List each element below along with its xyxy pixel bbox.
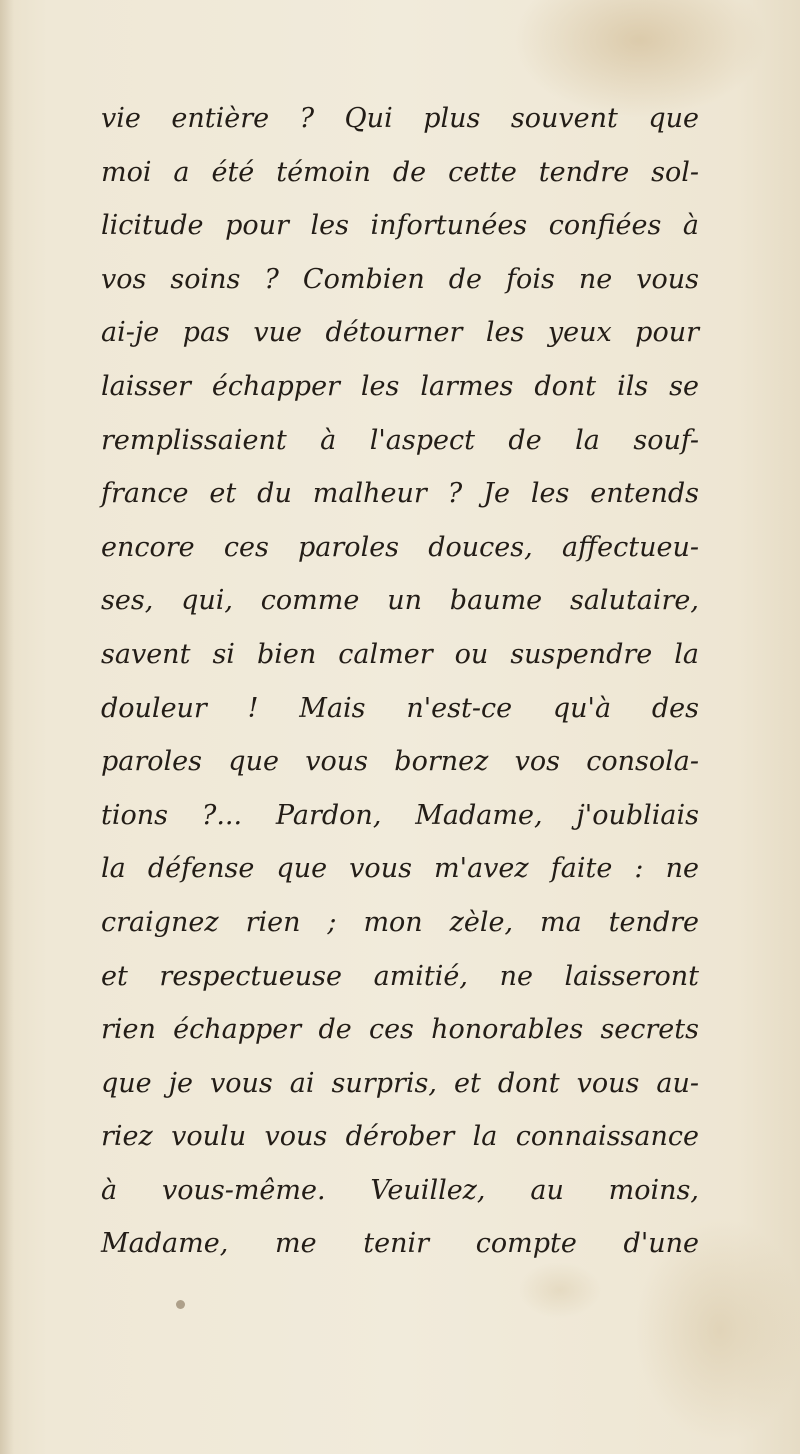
text-line-10: ses, qui, comme un baume salutaire, — [101, 585, 699, 617]
text-line-11: savent si bien calmer ou suspendre la — [101, 638, 699, 670]
text-line-14: tions ?... Pardon, Madame, j'oubliais — [101, 799, 699, 831]
ink-speck — [176, 1300, 185, 1309]
text-line-16: craignez rien ; mon zèle, ma tendre — [101, 906, 699, 938]
text-line-22: Madame, me tenir compte d'une — [101, 1228, 699, 1260]
text-line-20: riez voulu vous dérober la connaissance — [101, 1121, 699, 1153]
text-line-17: et respectueuse amitié, ne laisseront — [101, 960, 699, 992]
text-line-9: encore ces paroles douces, affectueu- — [101, 531, 699, 563]
text-line-13: paroles que vous bornez vos consola- — [101, 746, 699, 778]
text-line-21: à vous-même. Veuillez, au moins, — [101, 1174, 699, 1206]
page-text — [101, 92, 699, 1271]
text-line-8: france et du malheur ? Je les entends — [101, 478, 699, 510]
text-line-6: laisser échapper les larmes dont ils se — [101, 370, 699, 402]
text-line-7: remplissaient à l'aspect de la souf- — [101, 424, 699, 456]
text-line-1: vie entière ? Qui plus souvent que — [101, 103, 699, 134]
text-line-19: que je vous ai surpris, et dont vous au- — [101, 1067, 699, 1099]
text-line-12: douleur ! Mais n'est-ce qu'à des — [101, 692, 699, 724]
text-line-15: la défense que vous m'avez faite : ne — [101, 853, 699, 885]
text-line-4: vos soins ? Combien de fois ne vous — [101, 263, 699, 295]
text-line-5: ai-je pas vue détourner les yeux pour — [101, 317, 699, 349]
text-line-18: rien échapper de ces honorables secrets — [101, 1014, 699, 1046]
text-line-2: moi a été témoin de cette tendre sol- — [101, 156, 699, 188]
text-line-3: licitude pour les infortunées confiées à — [101, 210, 699, 242]
